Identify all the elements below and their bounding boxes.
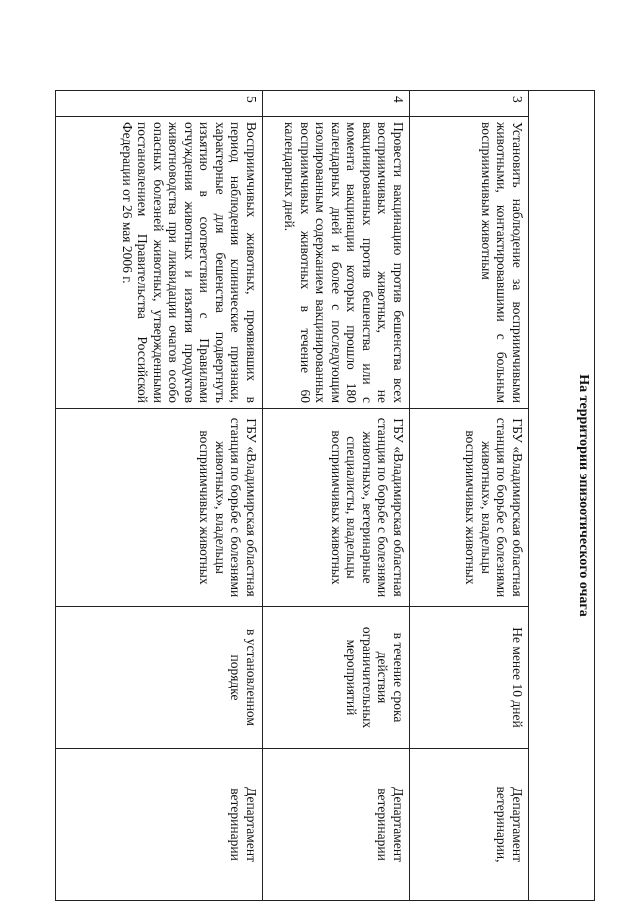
table-row (410, 91, 529, 901)
action-cell: Восприимчивых животных, проявивших в период наблюдения клинические признаки, характерные для бешенства подвергнуть изъятию в соответствии с Правилами отчуждения животных и изъятия продуктов животноводства при ликвидации очагов особо опасных болезней животных, утвержденными постановлением Правительства Российской Федерации от 26 мая 2006 г. (56, 117, 263, 409)
table-row (263, 91, 410, 901)
executor-cell: ГБУ «Владимирская областная станция по борьбе с болезнями животных», ветеринарные специалисты, владельцы восприимчивых животных (263, 409, 410, 607)
term-cell: в течение срока действия ограничительных мероприятий (263, 607, 410, 749)
section-header-row (529, 91, 595, 901)
responsible-cell: Департамент ветеринарии, (410, 749, 529, 901)
row-number: 5 (56, 91, 263, 117)
term-cell: Не менее 10 дней (410, 607, 529, 749)
row-number: 3 (410, 91, 529, 117)
measures-table (55, 90, 595, 901)
responsible-cell: Департамент ветеринарии (263, 749, 410, 901)
executor-cell: ГБУ «Владимирская областная станция по борьбе с болезнями животных», владельцы восприимчивых животных (56, 409, 263, 607)
row-number: 4 (263, 91, 410, 117)
term-cell: в установленном порядке (56, 607, 263, 749)
table-row (56, 91, 263, 901)
section-title: На территории эпизоотического очага (529, 91, 595, 901)
executor-cell: ГБУ «Владимирская областная станция по борьбе с болезнями животных», владельцы восприимчивых животных (410, 409, 529, 607)
action-cell: Установить наблюдение за восприимчивыми животными, контактировавшими с больным восприимчивым животным (410, 117, 529, 409)
responsible-cell: Департамент ветеринарии (56, 749, 263, 901)
action-cell: Провести вакцинацию против бешенства всех восприимчивых животных, не вакцинированных против бешенства или с момента вакцинации которых прошло 180 календарных дней и более с последующим изолированным содержанием вакцинированных восприимчивых животных в течение 60 календарных дней. (263, 117, 410, 409)
page-content (55, 90, 595, 900)
rotated-page (55, 90, 595, 900)
